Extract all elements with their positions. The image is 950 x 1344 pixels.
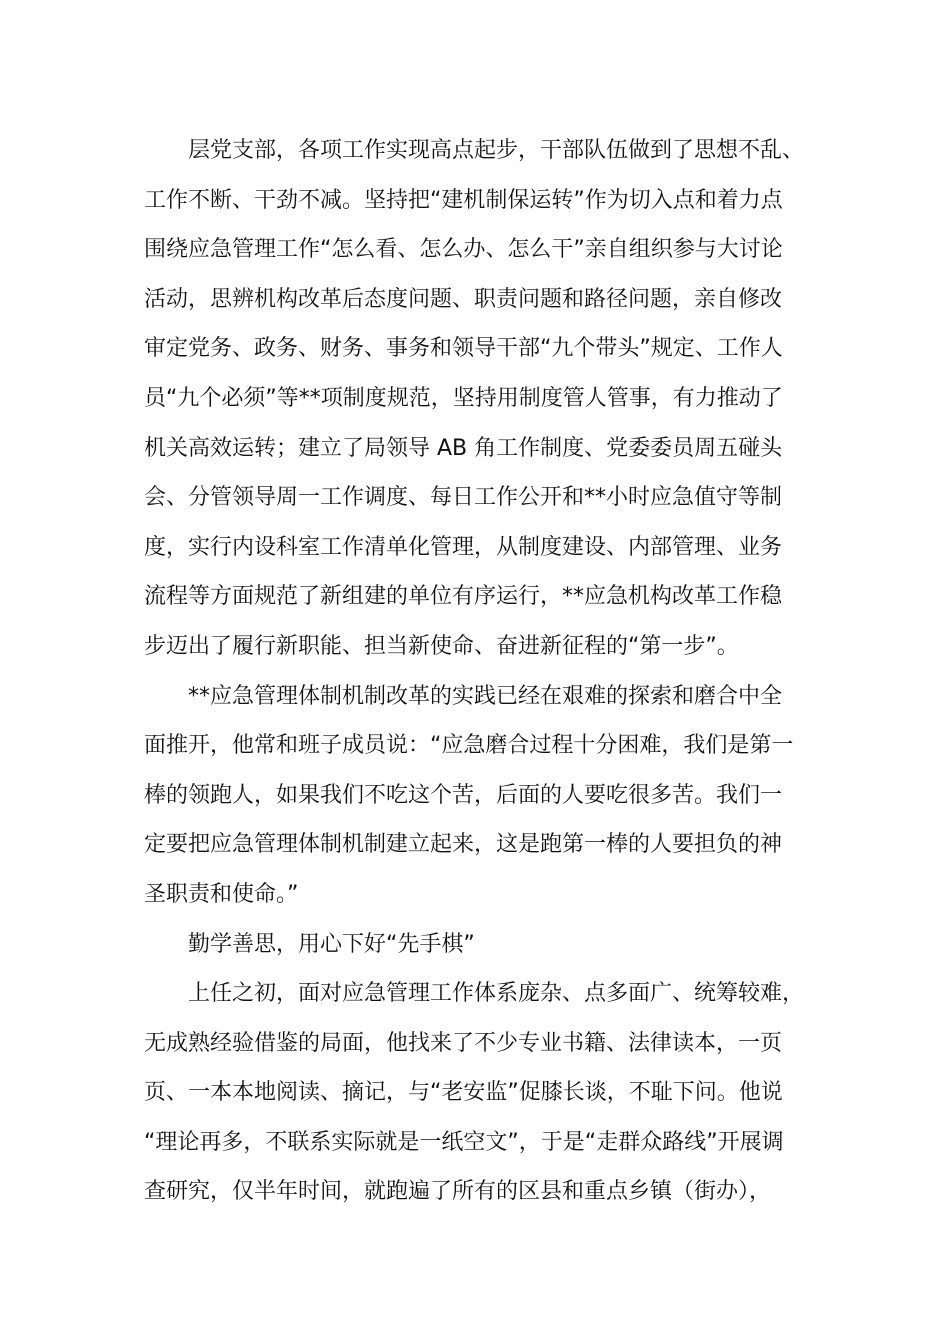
text-line: 层党支部，各项工作实现高点起步，干部队伍做到了思想不乱、 [188,138,805,163]
text-line: 圣职责和使命。” [144,881,299,907]
text-line: 查研究，仅半年时间，就跑遍了所有的区县和重点乡镇（街办）， [144,1179,772,1205]
text-line: 流程等方面规范了新组建的单位有序运行，**应急机构改革工作稳 [144,584,783,610]
text-line: 机关高效运转；建立了局领导 AB 角工作制度、党委委员周五碰头 [144,435,783,461]
text-line: 活动，思辨机构改革后态度问题、职责问题和路径问题，亲自修改 [144,286,783,312]
text-line: 员“九个必须”等**项制度规范，坚持用制度管人管事，有力推动了 [144,385,783,411]
text-line: 审定党务、政务、财务、事务和领导干部“九个带头”规定、工作人 [144,336,783,362]
text-line: 无成熟经验借鉴的局面，他找来了不少专业书籍、法律读本，一页 [144,1030,783,1056]
text-line: 围绕应急管理工作“怎么看、怎么办、怎么干”亲自组织参与大讨论 [144,237,783,263]
text-line: 定要把应急管理体制机制建立起来，这是跑第一棒的人要担负的神 [144,832,783,858]
text-line: 面推开，他常和班子成员说：“应急磨合过程十分困难，我们是第一 [144,733,794,759]
text-line: 页、一本本地阅读、摘记，与“老安监”促膝长谈，不耻下问。他说 [144,1080,783,1106]
text-line: 棒的领跑人，如果我们不吃这个苦，后面的人要吃很多苦。我们一 [144,782,783,808]
section-heading: 勤学善思，用心下好“先手棋” [188,931,475,957]
text-line: 度，实行内设科室工作清单化管理，从制度建设、内部管理、业务 [144,534,783,560]
text-line: **应急管理体制机制改革的实践已经在艰难的探索和磨合中全 [188,683,783,709]
text-line: 上任之初，面对应急管理工作体系庞杂、点多面广、统筹较难， [188,981,805,1007]
text-line: 工作不断、干劲不减。坚持把“建机制保运转”作为切入点和着力点 [144,187,783,213]
document-body [144,126,834,1217]
text-line: 步迈出了履行新职能、担当新使命、奋进新征程的“第一步”。 [144,633,739,659]
text-line: 会、分管领导周一工作调度、每日工作公开和**小时应急值守等制 [144,485,783,511]
text-line: “理论再多，不联系实际就是一纸空文”，于是“走群众路线”开展调 [144,1129,784,1155]
